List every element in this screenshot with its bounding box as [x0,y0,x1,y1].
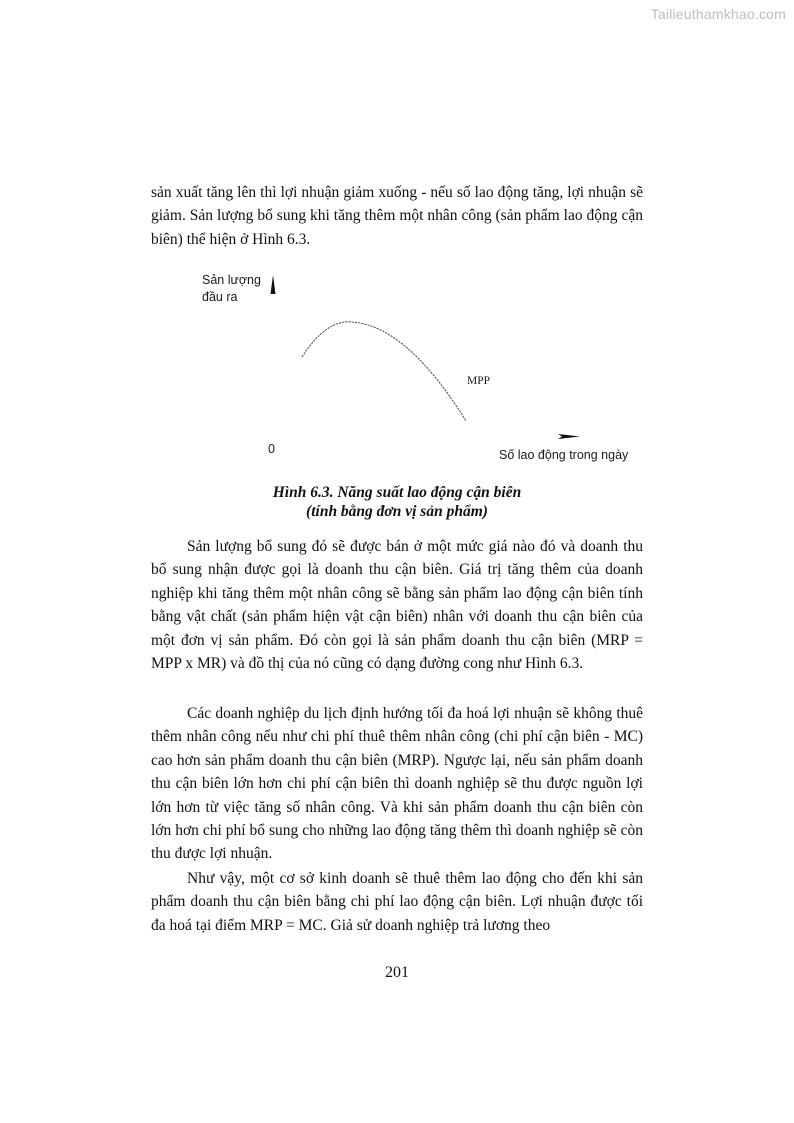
origin-label: 0 [268,442,275,456]
paragraph-1: sản xuất tăng lên thì lợi nhuận giảm xuống - nếu số lao động tăng, lợi nhuận sẽ giảm. Sản lượng bổ sung khi tăng thêm một nhân công (sản phẩm lao động cận biên) thể hiện ở Hình 6.3. [151,184,643,248]
figure-mpp [0,262,794,472]
page-number: 201 [385,964,409,981]
figure-caption-title: Hình 6.3. Năng suất lao động cận biên [272,484,522,501]
figure-caption-subtitle: (tính bằng đơn vị sản phẩm) [306,503,488,520]
curve-label-mpp: MPP [467,375,491,387]
mpp-curve [302,322,466,421]
y-axis-arrow-icon [271,275,276,294]
paragraph-4: Như vậy, một cơ sở kinh doanh sẽ thuê thêm lao động cho đến khi sản phẩm doanh thu cận biên bằng chi phí lao động cận biên. Lợi nhuận được tối đa hoá tại điểm MRP = MC. Giả sử doanh nghiệp trả lương theo [151,870,643,934]
x-axis-label: Số lao động trong ngày [499,448,629,462]
x-axis-arrow-icon [558,434,580,439]
mpp-diagram [0,262,794,472]
paragraph-3: Các doanh nghiệp du lịch định hướng tối đa hoá lợi nhuận sẽ không thuê thêm nhân công nếu như chi phí thuê thêm nhân công (chi phí cận biên - MC) cao hơn sản phẩm doanh thu cận biên (MRP). Ngược lại, nếu sản phẩm doanh thu cận biên lớn hơn chi phí cận biên thì doanh nghiệp sẽ thu được nguồn lợi lớn hơn từ việc tăng số nhân công. Và khi sản phẩm doanh thu cận biên còn lớn hơn chi phí bổ sung cho những lao động tăng thêm thì doanh nghiệp sẽ còn thu được lợi nhuận. [151,705,643,863]
paragraph-2: Sản lượng bổ sung đó sẽ được bán ở một mức giá nào đó và doanh thu bổ sung nhận được gọi là doanh thu cận biên. Giá trị tăng thêm của doanh nghiệp khi tăng thêm một nhân công sẽ bằng sản phẩm lao động cận biên tính bằng vật chất (sản phẩm hiện vật cận biên) nhân với doanh thu cận biên của một đơn vị sản phẩm. Đó còn gọi là sản phẩm doanh thu cận biên (MRP = MPP x MR) và đồ thị của nó cũng có dạng đường cong như Hình 6.3. [151,538,643,673]
y-axis-label: Sản lượng đầu ra [202,273,261,304]
watermark: Tailieuthamkhao.com [650,6,786,22]
